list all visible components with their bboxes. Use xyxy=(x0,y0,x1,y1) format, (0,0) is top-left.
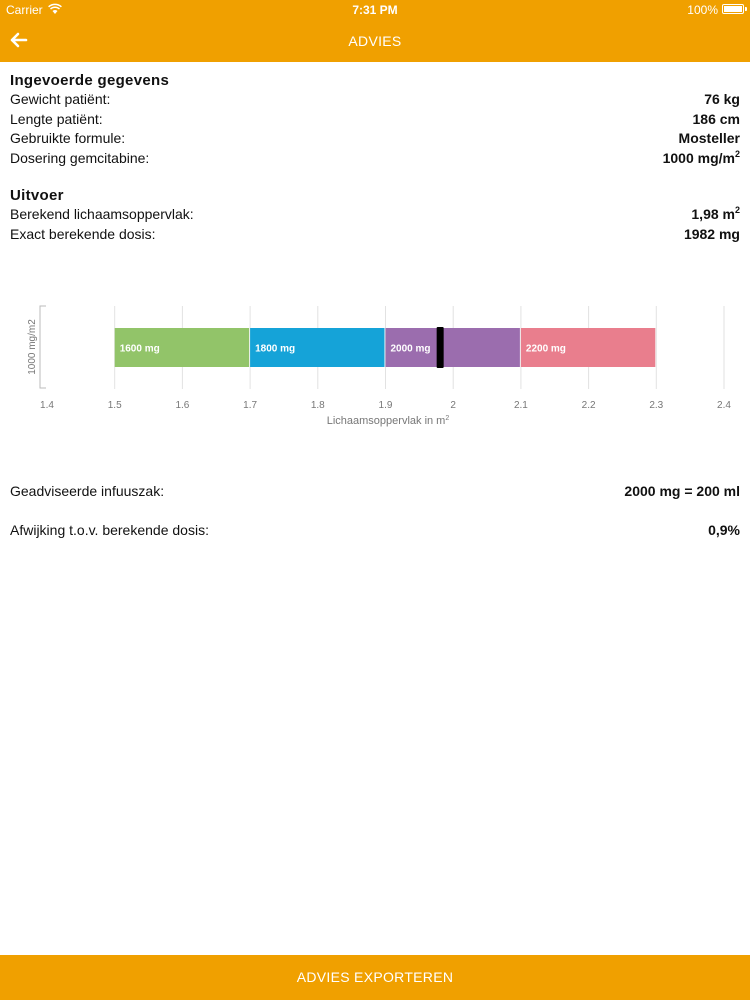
dose-label: Exact berekende dosis: xyxy=(10,225,156,242)
advice-section xyxy=(10,483,740,541)
chart-x-axis-label-text: Lichaamsoppervlak in m xyxy=(326,415,446,427)
length-value: 186 cm xyxy=(692,110,740,127)
bsa-value-group xyxy=(691,206,740,222)
chart-x-tick-label: 1.6 xyxy=(175,400,190,411)
bsa-value: 1,98 m xyxy=(691,206,735,222)
weight-value: 76 kg xyxy=(704,91,740,107)
chart-x-tick-labels xyxy=(40,400,731,411)
chart-y-axis-bracket xyxy=(40,306,46,388)
chart-dose-marker xyxy=(437,327,444,368)
deviation-value: 0,9% xyxy=(708,521,740,538)
chart-bar-label: 1800 mg xyxy=(255,343,296,355)
export-advice-button[interactable]: ADVIES EXPORTEREN xyxy=(0,955,750,1000)
battery-percentage: 100% xyxy=(687,3,718,17)
chart-x-tick-label: 2.2 xyxy=(581,400,596,411)
formula-row xyxy=(10,130,740,150)
deviation-row xyxy=(10,522,740,542)
dosage-label: Dosering gemcitabine: xyxy=(10,149,150,166)
chart-x-tick-label: 1.8 xyxy=(310,400,325,411)
dosage-chart xyxy=(0,290,750,440)
formula-value: Mosteller xyxy=(678,130,740,146)
bsa-unit-superscript: 2 xyxy=(734,205,740,215)
page-title: ADVIES xyxy=(348,33,402,49)
chart-x-axis-label xyxy=(327,415,450,427)
chart-bar-label: 1600 mg xyxy=(119,343,160,355)
chart-x-tick-label: 2.4 xyxy=(717,400,731,411)
output-section-title: Uitvoer xyxy=(10,187,64,204)
content xyxy=(10,62,740,245)
formula-label: Gebruikte formule: xyxy=(10,130,126,146)
weight-label: Gewicht patiënt: xyxy=(10,91,111,107)
chart-x-tick-label: 1.5 xyxy=(107,400,122,411)
length-label: Lengte patiënt: xyxy=(10,110,103,127)
chart-bar-label: 2000 mg xyxy=(390,343,431,355)
chart-x-axis-label-superscript: 2 xyxy=(445,415,450,422)
dose-row xyxy=(10,226,740,246)
chart-x-tick-label: 2 xyxy=(450,400,456,411)
chart-y-axis-label: 1000 mg/m2 xyxy=(27,319,38,375)
chart-x-tick-label: 1.9 xyxy=(378,400,393,411)
chart-x-tick-label: 1.7 xyxy=(243,400,258,411)
length-row xyxy=(10,111,740,131)
bsa-label: Berekend lichaamsoppervlak: xyxy=(10,206,194,222)
infusion-bag-row xyxy=(10,483,740,503)
infusion-bag-value: 2000 mg = 200 ml xyxy=(624,483,740,499)
deviation-label: Afwijking t.o.v. berekende dosis: xyxy=(10,521,209,538)
infusion-bag-label: Geadviseerde infuuszak: xyxy=(10,483,165,499)
input-section-title: Ingevoerde gegevens xyxy=(10,72,170,89)
dosage-unit-superscript: 2 xyxy=(734,148,740,159)
dosage-row xyxy=(10,150,740,170)
dosage-value: 1000 mg/m xyxy=(662,149,735,166)
dosage-value-group xyxy=(663,150,740,166)
chart-x-tick-label: 2.3 xyxy=(649,400,664,411)
chart-marker-group xyxy=(437,327,444,368)
weight-row xyxy=(10,91,740,111)
carrier-label: Carrier xyxy=(6,3,43,17)
bsa-row xyxy=(10,206,740,226)
status-bar xyxy=(0,0,750,20)
nav-bar xyxy=(0,20,750,62)
chart-x-tick-label: 2.1 xyxy=(513,400,528,411)
chart-bar-label: 2200 mg xyxy=(525,343,566,355)
clock: 7:31 PM xyxy=(352,3,398,17)
chart-x-tick-label: 1.4 xyxy=(40,400,54,411)
dose-value: 1982 mg xyxy=(683,225,740,242)
battery-icon xyxy=(722,4,744,14)
